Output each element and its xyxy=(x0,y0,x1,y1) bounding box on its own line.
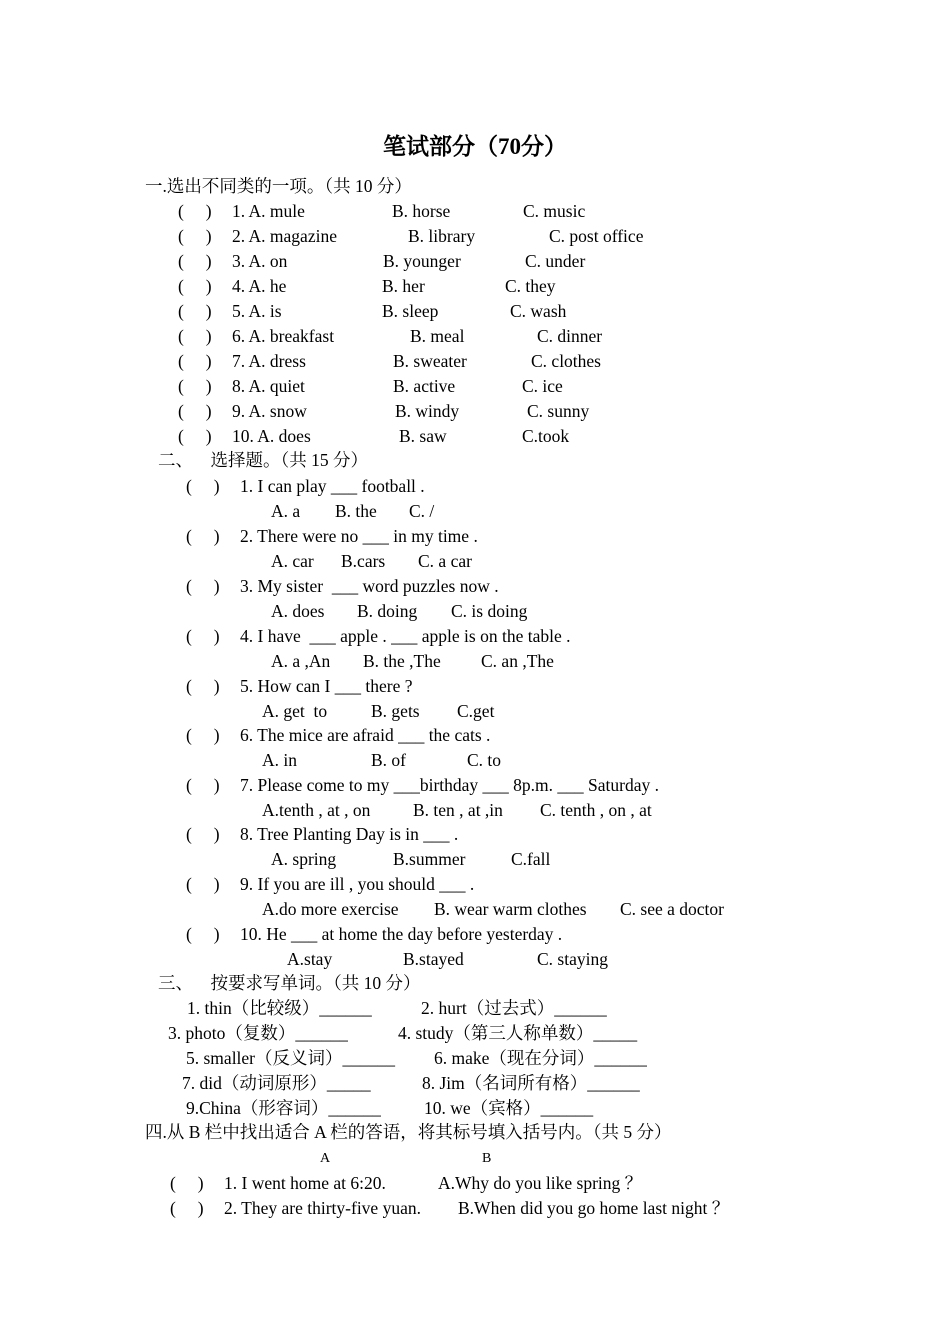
option-a: A. get to xyxy=(262,701,328,721)
answer-blank[interactable]: ( ) xyxy=(178,401,212,421)
answer-blank[interactable]: ( ) xyxy=(186,526,220,546)
word-task[interactable]: 3. photo（复数）______ xyxy=(168,1023,348,1043)
option-c: C. / xyxy=(409,501,435,521)
question-text: 7. Please come to my ___birthday ___ 8p.m. ___ Saturday . xyxy=(240,775,659,795)
question-text: 9. If you are ill , you should ___ . xyxy=(240,874,475,894)
question-text: 1. I can play ___ football . xyxy=(240,476,425,496)
question-option-c: C.took xyxy=(522,426,570,446)
question-text: 8. Tree Planting Day is in ___ . xyxy=(240,824,459,844)
word-task[interactable]: 7. did（动词原形）_____ xyxy=(182,1073,371,1093)
question-option-a: 9. A. snow xyxy=(232,401,307,421)
option-c: C. is doing xyxy=(451,601,528,621)
option-a: A.do more exercise xyxy=(262,899,399,919)
option-b: B.cars xyxy=(341,551,386,571)
word-task[interactable]: 5. smaller（反义词）______ xyxy=(186,1048,396,1068)
word-task[interactable]: 10. we（宾格）______ xyxy=(424,1098,594,1118)
answer-blank[interactable]: ( ) xyxy=(186,576,220,596)
word-task[interactable]: 8. Jim（名词所有格）______ xyxy=(422,1073,640,1093)
option-a: A. car xyxy=(271,551,314,571)
question-option-b: B. active xyxy=(393,376,456,396)
column-a-item: 1. I went home at 6:20. xyxy=(224,1173,386,1193)
answer-blank[interactable]: ( ) xyxy=(186,476,220,496)
word-task[interactable]: 1. thin（比较级）______ xyxy=(187,998,372,1018)
option-b: B.stayed xyxy=(403,949,464,969)
question-text: 10. He ___ at home the day before yesterday . xyxy=(240,924,563,944)
option-a: A. spring xyxy=(271,849,337,869)
answer-blank[interactable]: ( ) xyxy=(178,326,212,346)
question-option-b: B. her xyxy=(382,276,425,296)
option-c: C.fall xyxy=(511,849,551,869)
option-c: C.get xyxy=(457,701,495,721)
option-c: C. a car xyxy=(418,551,472,571)
question-option-b: B. sleep xyxy=(382,301,439,321)
answer-blank[interactable]: ( ) xyxy=(186,874,220,894)
question-option-a: 3. A. on xyxy=(232,251,288,271)
question-option-a: 4. A. he xyxy=(232,276,287,296)
option-c: C. see a doctor xyxy=(620,899,724,919)
answer-blank[interactable]: ( ) xyxy=(170,1198,204,1218)
column-a-label: A xyxy=(320,1151,331,1166)
question-option-b: B. windy xyxy=(395,401,460,421)
column-b-label: B xyxy=(482,1151,492,1166)
option-a: A. does xyxy=(271,601,325,621)
option-a: A. a ,An xyxy=(271,651,331,671)
answer-blank[interactable]: ( ) xyxy=(178,201,212,221)
option-b: B. gets xyxy=(371,701,420,721)
option-b: B. wear warm clothes xyxy=(434,899,587,919)
question-option-b: B. library xyxy=(408,226,476,246)
column-b-item: B.When did you go home last night ？ xyxy=(458,1198,730,1218)
answer-blank[interactable]: ( ) xyxy=(186,725,220,745)
question-option-c: C. post office xyxy=(549,226,644,246)
question-option-a: 5. A. is xyxy=(232,301,282,321)
question-option-c: C. clothes xyxy=(531,351,601,371)
option-a: A. a xyxy=(271,501,301,521)
answer-blank[interactable]: ( ) xyxy=(178,351,212,371)
word-task[interactable]: 2. hurt（过去式）______ xyxy=(421,998,607,1018)
question-option-c: C. sunny xyxy=(527,401,590,421)
question-option-a: 2. A. magazine xyxy=(232,226,337,246)
option-b: B. the ,The xyxy=(363,651,441,671)
question-text: 5. How can I ___ there ? xyxy=(240,676,413,696)
answer-blank[interactable]: ( ) xyxy=(186,676,220,696)
option-a: A.stay xyxy=(287,949,333,969)
question-option-c: C. music xyxy=(523,201,586,221)
section2-heading: 二、 选择题。（共 15 分） xyxy=(158,450,368,470)
option-a: A. in xyxy=(262,750,297,770)
option-c: C. to xyxy=(467,750,502,770)
section1-heading: 一.选出不同类的一项。（共 10 分） xyxy=(145,176,412,196)
answer-blank[interactable]: ( ) xyxy=(186,924,220,944)
question-option-c: C. wash xyxy=(510,301,567,321)
word-task[interactable]: 4. study（第三人称单数）_____ xyxy=(398,1023,638,1043)
question-option-a: 10. A. does xyxy=(232,426,311,446)
answer-blank[interactable]: ( ) xyxy=(186,775,220,795)
option-a: A.tenth , at , on xyxy=(262,800,371,820)
question-option-a: 8. A. quiet xyxy=(232,376,305,396)
option-c: C. staying xyxy=(537,949,608,969)
option-b: B. doing xyxy=(357,601,418,621)
question-text: 3. My sister ___ word puzzles now . xyxy=(240,576,499,596)
question-option-a: 6. A. breakfast xyxy=(232,326,335,346)
question-option-b: B. sweater xyxy=(393,351,467,371)
word-task[interactable]: 6. make（现在分词）______ xyxy=(434,1048,647,1068)
section3-heading: 三、 按要求写单词。（共 10 分） xyxy=(158,973,421,993)
question-option-c: C. under xyxy=(525,251,586,271)
option-b: B.summer xyxy=(393,849,466,869)
answer-blank[interactable]: ( ) xyxy=(178,376,212,396)
question-option-c: C. dinner xyxy=(537,326,603,346)
question-option-a: 7. A. dress xyxy=(232,351,306,371)
answer-blank[interactable]: ( ) xyxy=(178,426,212,446)
option-c: C. tenth , on , at xyxy=(540,800,652,820)
answer-blank[interactable]: ( ) xyxy=(178,251,212,271)
column-b-item: A.Why do you like spring ？ xyxy=(438,1173,643,1193)
question-text: 2. There were no ___ in my time . xyxy=(240,526,478,546)
question-option-a: 1. A. mule xyxy=(232,201,305,221)
answer-blank[interactable]: ( ) xyxy=(170,1173,204,1193)
question-text: 6. The mice are afraid ___ the cats . xyxy=(240,725,491,745)
option-c: C. an ,The xyxy=(481,651,554,671)
option-b: B. of xyxy=(371,750,406,770)
answer-blank[interactable]: ( ) xyxy=(186,626,220,646)
question-option-b: B. younger xyxy=(383,251,461,271)
page-title: 笔试部分（70分） xyxy=(383,134,567,159)
answer-blank[interactable]: ( ) xyxy=(178,226,212,246)
word-task[interactable]: 9.China（形容词）______ xyxy=(186,1098,381,1118)
question-option-b: B. saw xyxy=(399,426,447,446)
answer-blank[interactable]: ( ) xyxy=(178,301,212,321)
column-a-item: 2. They are thirty-five yuan. xyxy=(224,1198,421,1218)
question-text: 4. I have ___ apple . ___ apple is on the table . xyxy=(240,626,571,646)
answer-blank[interactable]: ( ) xyxy=(186,824,220,844)
option-b: B. the xyxy=(335,501,377,521)
question-option-b: B. meal xyxy=(410,326,465,346)
question-option-b: B. horse xyxy=(392,201,451,221)
question-option-c: C. they xyxy=(505,276,556,296)
section4-heading: 四.从 B 栏中找出适合 A 栏的答语，将其标号填入括号内。（共 5 分） xyxy=(145,1122,672,1142)
question-option-c: C. ice xyxy=(522,376,563,396)
answer-blank[interactable]: ( ) xyxy=(178,276,212,296)
option-b: B. ten , at ,in xyxy=(413,800,503,820)
